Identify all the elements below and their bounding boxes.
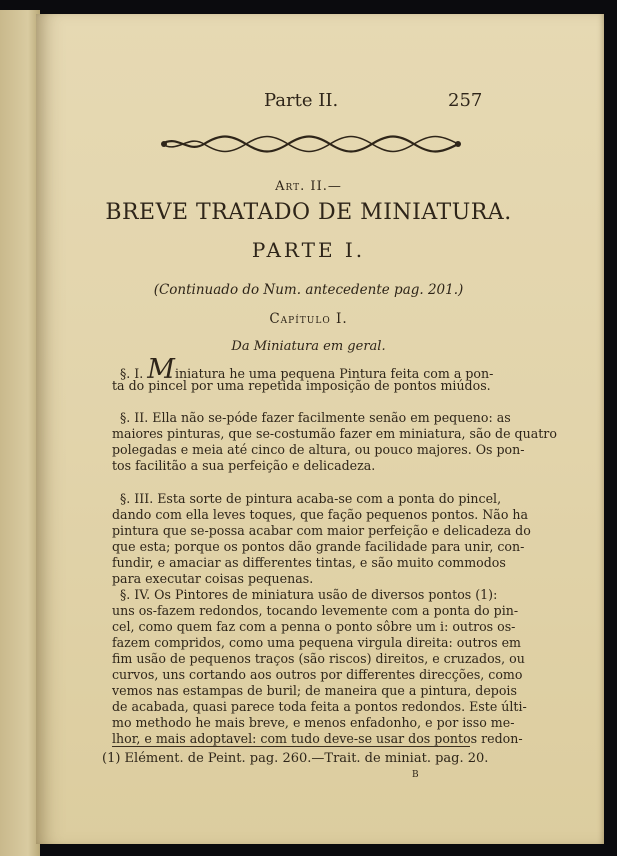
signature-mark: B bbox=[412, 770, 419, 780]
line-text: iniatura he uma pequena Pintura feita com a pon- bbox=[174, 366, 494, 381]
paragraph-3-line-4: que esta; porque os pontos dão grande facilidade para unir, con- bbox=[112, 539, 525, 554]
footnote: (1) Elément. de Peint. pag. 260.—Trait. de miniat. pag. 20. bbox=[102, 751, 489, 766]
facing-page-edge bbox=[0, 10, 40, 856]
paragraph-4-line-10: lhor, e mais adoptavel: com tudo deve-se usar dos pontos redon- bbox=[112, 731, 523, 746]
part-heading: PARTE I. bbox=[251, 238, 366, 262]
paragraph-4-line-5: fim usão de pequenos traços (são riscos) direitos, e cruzados, ou bbox=[112, 651, 525, 666]
paragraph-4-line-9: mo methodo he mais breve, e menos enfadonho, e por isso me- bbox=[112, 715, 515, 730]
paragraph-2-line-1: §. II. Ella não se-póde fazer facilmente senão em pequeno: as bbox=[120, 410, 511, 425]
ornament-divider-icon bbox=[158, 132, 464, 156]
paragraph-3-line-5: fundir, e amaciar as differentes tintas, e são muito commodos bbox=[112, 555, 506, 570]
paragraph-3-line-6: para executar coisas pequenas. bbox=[112, 571, 314, 586]
paragraph-4-line-2: uns os-fazem redondos, tocando levemente com a ponta do pin- bbox=[112, 603, 519, 618]
paragraph-4-line-8: de acabada, quasi parece toda feita a pontos redondos. Este últi- bbox=[112, 699, 527, 714]
paragraph-4-line-4: fazem compridos, como uma pequena virgula direita: outros em bbox=[112, 635, 521, 650]
chapter-subtitle: Da Miniatura em geral. bbox=[231, 339, 386, 354]
paragraph-2-line-3: polegadas e meia até cinco de altura, ou pouco majores. Os pon- bbox=[112, 442, 525, 457]
page-number: 257 bbox=[448, 90, 483, 111]
paragraph-1-line-2: ta do pincel por uma repetida imposição de pontos miúdos. bbox=[112, 378, 491, 393]
footnote-rule bbox=[112, 746, 470, 747]
paragraph-2-line-4: tos facilitão a sua perfeição e delicadeza. bbox=[112, 458, 376, 473]
paragraph-3-line-3: pintura que se-possa acabar com maior perfeição e delicadeza do bbox=[112, 523, 531, 538]
paragraph-3-line-1: §. III. Esta sorte de pintura acaba-se com a ponta do pincel, bbox=[120, 491, 502, 506]
paragraph-2-line-2: maiores pinturas, que se-costumão fazer em miniatura, são de quatro bbox=[112, 426, 557, 441]
paragraph-4-line-1: §. IV. Os Pintores de miniatura usão de diversos pontos (1): bbox=[120, 587, 498, 602]
continued-note: (Continuado do Num. antecedente pag. 201.) bbox=[153, 282, 464, 298]
chapter-heading: Capítulo I. bbox=[269, 311, 348, 327]
paragraph-4-line-7: vemos nas estampas de buril; de maneira que a pintura, depois bbox=[112, 683, 517, 698]
treatise-title: BREVE TRATADO DE MINIATURA. bbox=[105, 200, 512, 225]
drop-cap: M bbox=[147, 354, 175, 385]
section-marker: §. I. bbox=[120, 366, 144, 381]
paragraph-4-line-6: curvos, uns cortando aos outros por differentes direcções, como bbox=[112, 667, 523, 682]
paragraph-4-line-3: cel, como quem faz com a penna o ponto sôbre um i: outros os- bbox=[112, 619, 516, 634]
paragraph-3-line-2: dando com ella leves toques, que fação pequenos pontos. Não ha bbox=[112, 507, 529, 522]
article-label: Art. II.— bbox=[275, 179, 342, 194]
running-head-part: Parte II. bbox=[264, 90, 339, 111]
